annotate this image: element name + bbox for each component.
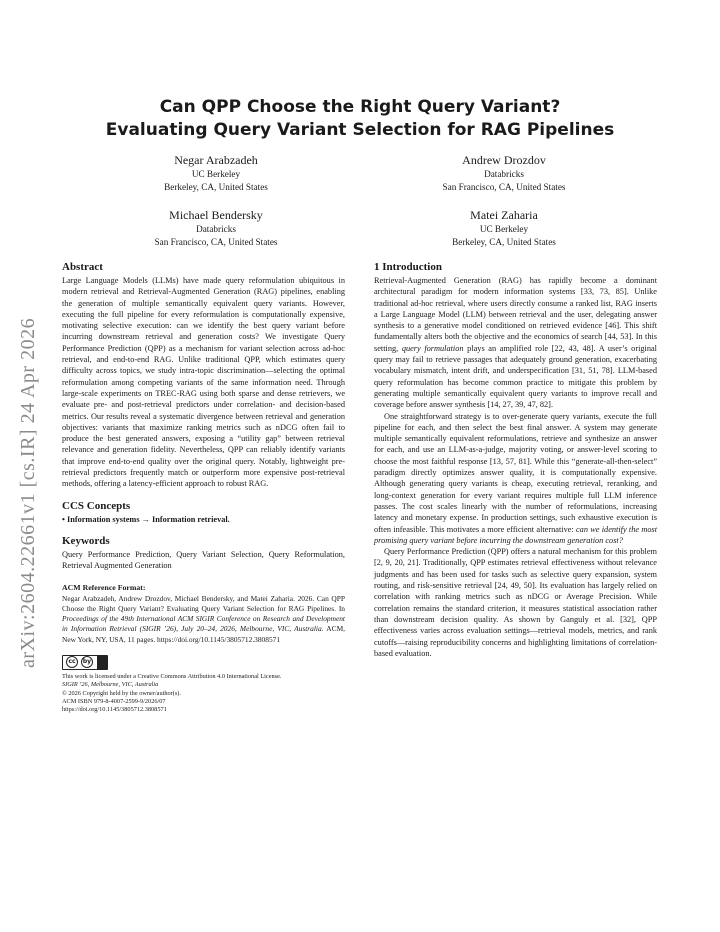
cc-by-badge-icon[interactable] (62, 655, 108, 670)
conference-line: SIGIR ’26, Melbourne, VIC, Australia (62, 681, 159, 689)
title-line-1: Can QPP Choose the Right Query Variant? (159, 97, 561, 117)
author-affiliation: Databricks (484, 169, 524, 179)
ccs-heading: CCS Concepts (62, 499, 131, 512)
intro-paragraph-2: One straightforward strategy is to over-generate query variants, execute the full pipeline for each, and then select the best final answer. A system may generate multiple semantically equivalent reformulations, retrieve and synthesize an answer for each, and use an LLM-as-a-judge, majority voting, or answer-level scoring to choose the most faithful response [13, 57, 81]. While this “generate-all-then-select” paradigm directly optimizes answer quality, it is computationally expensive. Although generating query variants is cheap, executing retrieval, reranking, and long-context generation for every variant requires multiple full LLM inference passes. The cost scales linearly with the number of reformulations, increasing latency and monetary expense. In production settings, such exhaustive execution is often infeasible. This motivates a more efficient alternative: can we identify the most promising query variant before incurring the downstream generation cost? (374, 411, 657, 545)
author-location: San Francisco, CA, United States (442, 182, 566, 192)
isbn-line: ACM ISBN 979-8-4007-2599-9/2026/07 (62, 698, 166, 706)
author-affiliation: UC Berkeley (191, 169, 241, 179)
author-location: San Francisco, CA, United States (154, 237, 278, 247)
copyright-line: © 2026 Copyright held by the owner/author(s). (62, 689, 181, 697)
right-column (374, 260, 657, 659)
doi-link[interactable]: https://doi.org/10.1145/3805712.3808571 (62, 706, 167, 714)
paper-title (62, 96, 658, 142)
intro-paragraph-1: Retrieval-Augmented Generation (RAG) has rapidly become a dominant architectural paradigm for modern information systems [33, 73, 85]. Unlike traditional ad-hoc retrieval, where users directly consume a ranked list, RAG inserts a Large Language Model (LLM) between retrieval and the user, delegating answer synthesis to a generative model conditioned on retrieved evidence [46]. This shift fundamentally alters both the objective and the economics of search [44, 53]. In this setting, query formulation plays an amplified role [22, 43, 48]. A user’s original query may fail to retrieve passages that adequately ground generation, exacerbating vocabulary mismatch, intent drift, and underspecification [31, 51, 78]. LLM-based query reformulation has become common practice to mitigate this problem by generating multiple semantically equivalent query variants to improve recall and coverage before answer synthesis [14, 27, 39, 47, 82]. (374, 276, 657, 410)
author-3 (86, 208, 346, 249)
author-2 (374, 153, 634, 194)
license-line: This work is licensed under a Creative Commons Attribution 4.0 International License. (62, 672, 282, 680)
acm-reference-text (62, 594, 345, 645)
abstract-text: Large Language Models (LLMs) have made query reformulation ubiquitous in modern retrieval and Retrieval-Augmented Generation (RAG) pipelines, enabling the generation of multiple semantically equivalent query variants. However, executing the full pipeline for every reformulation is computationally expensive, motivating selective execution: can we identify the best query variant before incurring downstream retrieval and generation costs? We investigate Query Performance Prediction (QPP) as a mechanism for variant selection across ad-hoc retrieval, and end-to-end RAG. Unlike traditional QPP, which estimates query difficulty across topics, we study intra-topic discrimination—selecting the optimal reformulation among competing variants of the same information need. Through large-scale experiments on TREC-RAG using both sparse and dense retrievers, we evaluate pre- and post-retrieval predictors under correlation- and decision-based metrics. Our results reveal a systematic divergence between retrieval and generation objectives: variants that maximize ranking metrics such as nDCG often fail to produce the best generated answers, exposing a “utility gap” between retrieval relevance and generation fidelity. Nevertheless, QPP can reliably identify variants that improve end-to-end quality over the original query. Notably, lightweight pre-retrieval predictors frequently match or outperform more expensive post-retrieval methods, offering a latency-efficient approach to robust RAG. (62, 276, 345, 489)
author-4 (374, 208, 634, 249)
author-name: Matei Zaharia (470, 208, 538, 222)
author-name: Negar Arabzadeh (174, 153, 258, 167)
license-block (62, 655, 345, 715)
ccs-text: • Information systems → Information retrieval. (62, 514, 230, 524)
reference-tail: ACM, New York, NY, USA, 11 pages. https://doi.org/10.1145/3805712.3808571 (62, 624, 345, 644)
intro-paragraph-3: Query Performance Prediction (QPP) offers a natural mechanism for this problem [2, 9, 20, 21]. Traditionally, QPP estimates retrieval effectiveness without relevance judgments and has been used for tasks such as selective query expansion, system routing, and risk-sensitive retrieval [24, 49, 50]. Its evaluation has largely relied on correlation with ranking metrics such as nDCG or Average Precision. While correlation remains the standard criterion, it measures statistical association rather than downstream decision quality. As shown by Ganguly et al. [32], QPP effectiveness varies across evaluation settings—retrieval models, metrics, and rank cutoffs—raising reproducibility concerns and highlighting limitations of correlation-based evaluation. (374, 547, 657, 658)
abstract-heading: Abstract (62, 261, 103, 273)
introduction-heading: 1 Introduction (374, 261, 442, 273)
author-1 (86, 153, 346, 194)
acm-reference-heading: ACM Reference Format: (62, 582, 146, 592)
cc-icon: cc (66, 656, 78, 668)
author-name: Michael Bendersky (169, 208, 263, 222)
keywords-heading: Keywords (62, 534, 110, 547)
arxiv-identifier: arXiv:2604.22661v1 [cs.IR] 24 Apr 2026 (17, 317, 39, 668)
title-line-2: Evaluating Query Variant Selection for RAG Pipelines (105, 120, 615, 140)
author-location: Berkeley, CA, United States (164, 182, 268, 192)
author-affiliation: UC Berkeley (479, 224, 529, 234)
author-affiliation: Databricks (196, 224, 236, 234)
by-icon: by (81, 656, 93, 668)
reference-authors: Negar Arabzadeh, Andrew Drozdov, Michael Bendersky, and Matei Zaharia. 2026. Can QPP Choose the Right Query Variant? Evaluating Query Variant Selection for RAG Pipelines. In (62, 593, 345, 614)
reference-venue: Proceedings of the 49th International ACM SIGIR Conference on Research and Development in Information Retrieval (SIGIR ’26), July 20–24, 2026, Melbourne, VIC, Australia. (62, 614, 345, 634)
author-location: Berkeley, CA, United States (452, 237, 556, 247)
author-name: Andrew Drozdov (462, 153, 546, 167)
badge-fill (97, 656, 107, 669)
keywords-text: Query Performance Prediction, Query Variant Selection, Query Reformulation, Retrieval Augmented Generation (62, 549, 345, 571)
left-column (62, 260, 345, 715)
